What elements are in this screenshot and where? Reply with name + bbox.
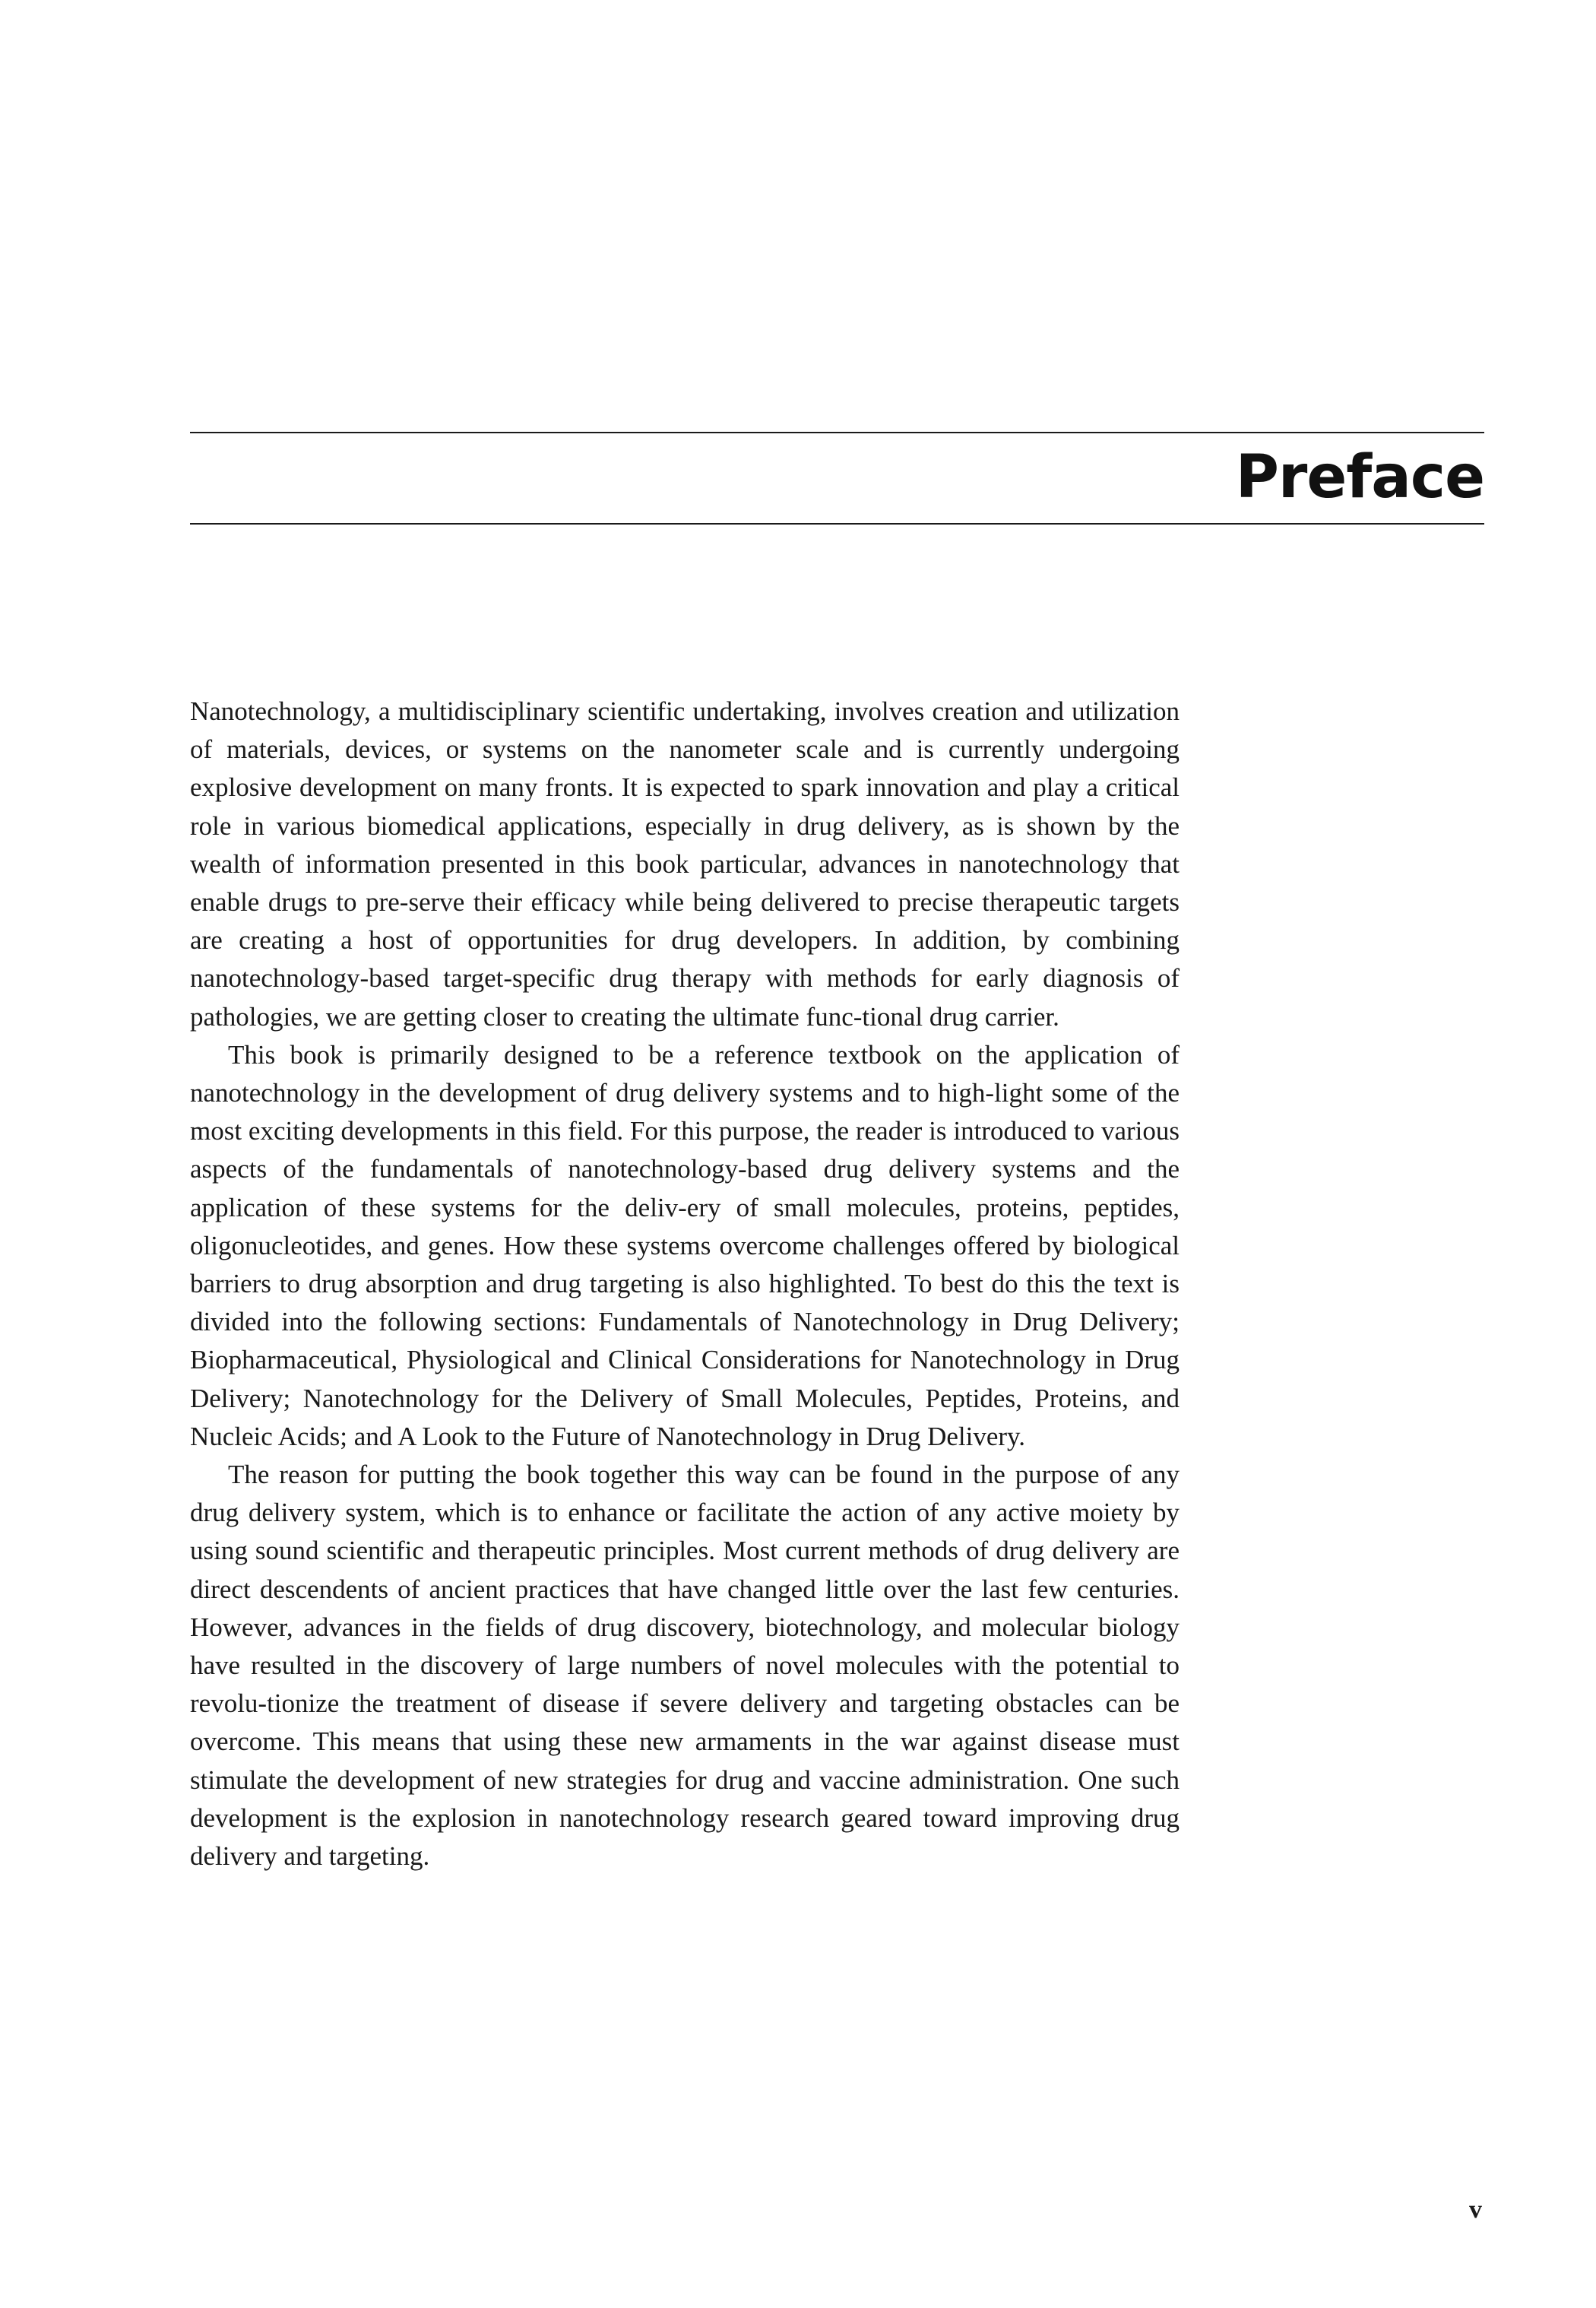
header-rule-bottom	[190, 523, 1484, 525]
paragraph-2: This book is primarily designed to be a reference textbook on the application of nanotechnology in the development of drug delivery systems and to high-light some of the most exciting developments in this field. For this purpose, the reader is introduced to various aspects of the fundamentals of nanotechnology-based drug delivery systems and the application of these systems for the deliv-ery of small molecules, proteins, peptides, oligonucleotides, and genes. How these systems overcome challenges offered by biological barriers to drug absorption and drug targeting is also highlighted. To best do this the text is divided into the following sections: Fundamentals of Nanotechnology in Drug Delivery; Biopharmaceutical, Physiological and Clinical Considerations for Nanotechnology in Drug Delivery; Nanotechnology for the Delivery of Small Molecules, Peptides, Proteins, and Nucleic Acids; and A Look to the Future of Nanotechnology in Drug Delivery.	[190, 1039, 1180, 1451]
header-rule-top	[190, 432, 1484, 433]
preface-body	[190, 693, 1180, 1875]
paragraph-3: The reason for putting the book together this way can be found in the purpose of any drug delivery system, which is to enhance or facilitate the action of any active moiety by using sound scientific and therapeutic principles. Most current methods of drug delivery are direct descendents of ancient practices that have changed little over the last few centuries. However, advances in the fields of drug discovery, biotechnology, and molecular biology have resulted in the discovery of large numbers of novel molecules with the potential to revolu-tionize the treatment of disease if severe delivery and targeting obstacles can be overcome. This means that using these new armaments in the war against disease must stimulate the development of new strategies for drug and vaccine administration. One such development is the explosion in nanotechnology research geared toward improving drug delivery and targeting.	[190, 1460, 1180, 1872]
page-number: v	[1469, 2195, 1482, 2224]
paragraph-1: Nanotechnology, a multidisciplinary scientific undertaking, involves creation and utilization of materials, devices, or systems on the nanometer scale and is currently undergoing explosive development on many fronts. It is expected to spark innovation and play a critical role in various biomedical applications, especially in drug delivery, as is shown by the wealth of information presented in this book particular, advances in nanotechnology that enable drugs to pre-serve their efficacy while being delivered to precise therapeutic targets are creating a host of opportunities for drug developers. In addition, by combining nanotechnology-based target-specific drug therapy with methods for early diagnosis of pathologies, we are getting closer to creating the ultimate func-tional drug carrier.	[190, 696, 1180, 1032]
page-title: Preface	[1235, 443, 1484, 512]
